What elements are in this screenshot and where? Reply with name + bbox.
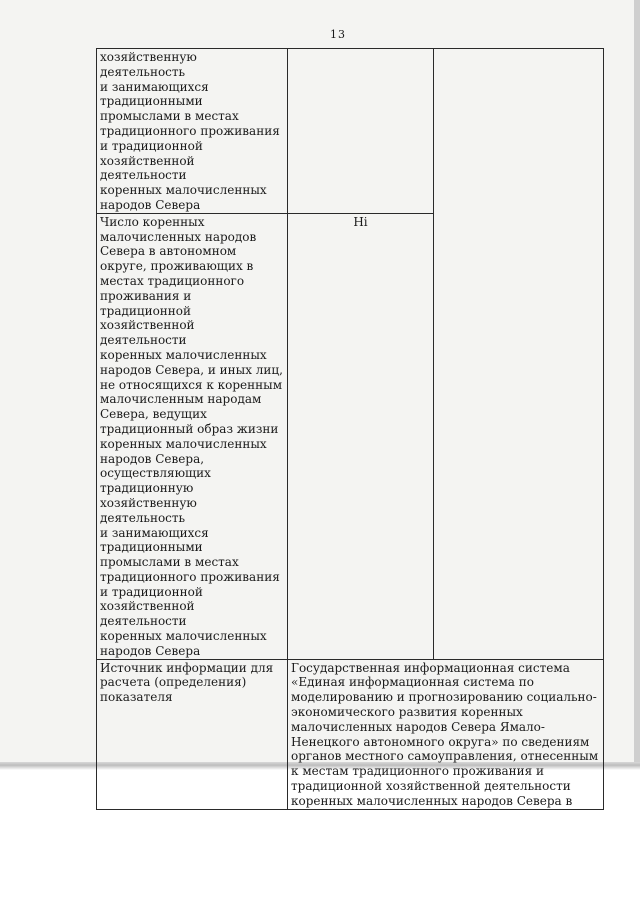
row-value-cell: Hi (288, 213, 434, 659)
row-label-cell: хозяйственную деятельность и занимающихся традиционными промыслами в местах традиционного проживания и традиционной хозяйственной деятельности коренных малочисленных народов Севера (97, 49, 288, 214)
indicator-table (96, 48, 604, 810)
source-label-cell: Источник информации для расчета (определения) показателя (97, 659, 288, 809)
table-row (97, 49, 604, 214)
empty-third-column-cell (434, 49, 604, 660)
page-number: 13 (330, 28, 346, 41)
row-label-cell: Число коренных малочисленных народов Севера в автономном округе, проживающих в местах традиционного проживания и традиционной хозяйственной деятельности коренных малочисленных народов Севера, и иных лиц, не относящихся к коренным малочисленным народам Севера, ведущих традиционный образ жизни коренных малочисленных народов Севера, осуществляющих традиционную хозяйственную деятельность и занимающихся традиционными промыслами в местах традиционного проживания и традиционной хозяйственной деятельности коренных малочисленных народов Севера (97, 213, 288, 659)
table-row (97, 659, 604, 809)
row-value-cell (288, 49, 434, 214)
source-description-cell: Государственная информационная система «Единая информационная система по моделированию и прогнозированию социально- экономического развития коренных малочисленных народов Севера Ямало- Ненецкого автономного округа» по сведениям органов местного самоуправления, отнесенным к местам традиционного проживания и традиционной хозяйственной деятельности коренных малочисленных народов Севера в (288, 659, 604, 809)
